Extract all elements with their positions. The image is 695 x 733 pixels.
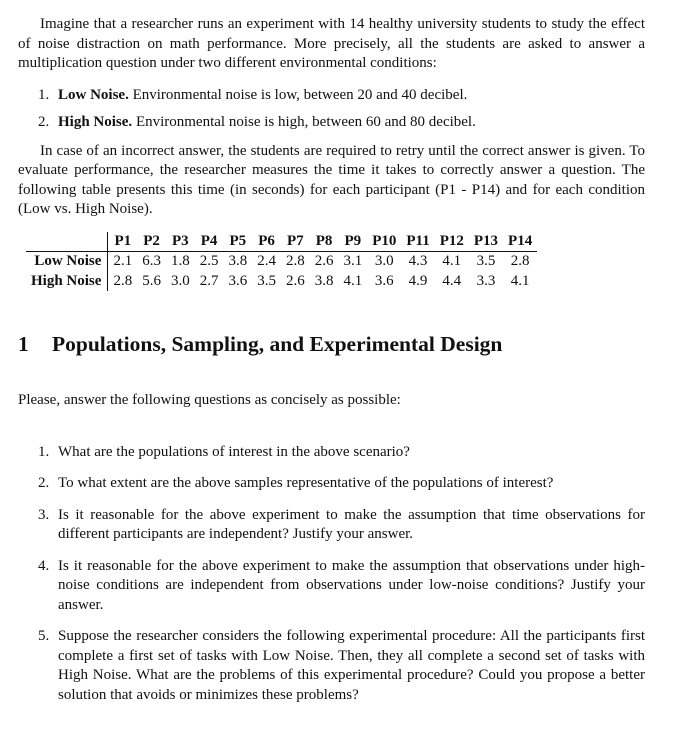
table-corner-cell: [26, 232, 108, 252]
column-header: P2: [137, 232, 166, 252]
table-cell: 3.1: [343, 253, 363, 269]
column-header: P11: [401, 232, 434, 252]
table-cell: 4.1: [442, 253, 462, 269]
row-label: High Noise: [26, 272, 108, 292]
conditions-list: [18, 86, 645, 133]
procedure-paragraph: In case of an incorrect answer, the students are required to retry until the correct answer is given. To evaluate performance, the researcher measures the time it takes to correctly answer a question. The following table presents this time (in seconds) for each participant (P1 - P14) and for each condition (Low vs. High Noise).: [18, 142, 645, 217]
table-cell: 3.6: [228, 272, 248, 289]
condition-number: 2.: [38, 114, 50, 130]
condition-description: Environmental noise is high, between 60 and 80 decibel.: [135, 114, 476, 130]
table-cell: 4.1: [510, 272, 530, 289]
table-cell: 3.0: [170, 272, 190, 289]
table-cell: 3.8: [228, 253, 248, 269]
table-row-high-noise: [26, 272, 537, 292]
column-header: P13: [469, 232, 503, 252]
table-cell: 2.5: [199, 253, 219, 269]
table-header-row: [26, 232, 537, 252]
question-text: What are the populations of interest in the above scenario?: [58, 443, 410, 460]
question-text: Is it reasonable for the above experiment to make the assumption that observations under high-noise conditions are independent from observations under low-noise conditions? Justify your answer.: [58, 557, 645, 613]
table-cell: 2.8: [510, 253, 530, 269]
section-title: Populations, Sampling, and Experimental Design: [52, 332, 503, 356]
section-heading: [18, 331, 645, 357]
question-text: To what extent are the above samples representative of the populations of interest?: [58, 475, 554, 491]
question-text: Is it reasonable for the above experiment to make the assumption that time observations for different participants are independent? Justify your answer.: [58, 506, 645, 542]
table-cell: 3.8: [314, 272, 334, 289]
condition-item-low-noise: [18, 86, 645, 106]
question-number: 2.: [38, 475, 50, 491]
column-header: P10: [367, 232, 401, 252]
table-cell: 1.8: [170, 253, 190, 269]
column-header: P1: [108, 232, 137, 252]
table-cell: 2.8: [113, 272, 133, 289]
row-label: Low Noise: [26, 252, 108, 272]
column-header: P14: [503, 232, 537, 252]
table-cell: 3.6: [374, 272, 394, 289]
document-page: [18, 0, 645, 717]
column-header: P5: [223, 232, 252, 252]
column-header: P9: [338, 232, 367, 252]
question-number: 4.: [38, 557, 50, 574]
instructions-paragraph: Please, answer the following questions as concisely as possible:: [18, 392, 401, 408]
column-header: P8: [310, 232, 339, 252]
question-number: 5.: [38, 628, 50, 644]
condition-item-high-noise: [18, 113, 645, 133]
intro-paragraph: Imagine that a researcher runs an experiment with 14 healthy university students to study the effect of noise distraction on math performance. More precisely, all the students are asked to answer a multiplication question under two different environmental conditions:: [18, 16, 645, 71]
column-header: P6: [252, 232, 281, 252]
table-cell: 2.8: [285, 253, 305, 269]
question-item: [18, 443, 645, 463]
question-item: [18, 627, 645, 705]
column-header: P4: [195, 232, 224, 252]
question-text: Suppose the researcher considers the following experimental procedure: All the participants first complete a first set of tasks with Low Noise. Then, they all complete a second set of tasks with High Noise. What are the problems of this experimental procedure? Could you propose a better solution that avoids or minimizes these problems?: [58, 628, 645, 703]
condition-name: High Noise.: [58, 114, 133, 130]
question-item: [18, 474, 645, 494]
condition-description: Environmental noise is low, between 20 and 40 decibel.: [132, 86, 468, 103]
table-cell: 2.6: [314, 253, 334, 269]
table-cell: 3.3: [476, 272, 496, 289]
table-row-low-noise: [26, 252, 537, 272]
question-number: 1.: [38, 443, 50, 460]
table-cell: 4.1: [343, 272, 363, 289]
section-number: 1: [18, 332, 29, 356]
table-cell: 2.6: [285, 272, 305, 289]
table-cell: 4.9: [408, 272, 428, 289]
column-header: P3: [166, 232, 195, 252]
question-number: 3.: [38, 506, 50, 523]
condition-number: 1.: [38, 86, 50, 103]
table-cell: 2.1: [113, 253, 133, 269]
table-cell: 2.7: [199, 272, 219, 289]
column-header: P12: [435, 232, 469, 252]
table-cell: 4.4: [442, 272, 462, 289]
condition-name: Low Noise.: [58, 86, 129, 103]
table-cell: 2.4: [257, 253, 276, 269]
question-item: [18, 506, 645, 545]
table-cell: 4.3: [408, 253, 428, 269]
table-cell: 3.5: [257, 272, 276, 289]
column-header: P7: [281, 232, 310, 252]
table-cell: 3.0: [374, 253, 394, 269]
table-cell: 3.5: [476, 253, 496, 269]
question-item: [18, 557, 645, 616]
timing-table: [26, 232, 537, 292]
questions-list: [18, 443, 645, 706]
table-cell: 6.3: [142, 253, 161, 269]
table-cell: 5.6: [142, 272, 161, 289]
